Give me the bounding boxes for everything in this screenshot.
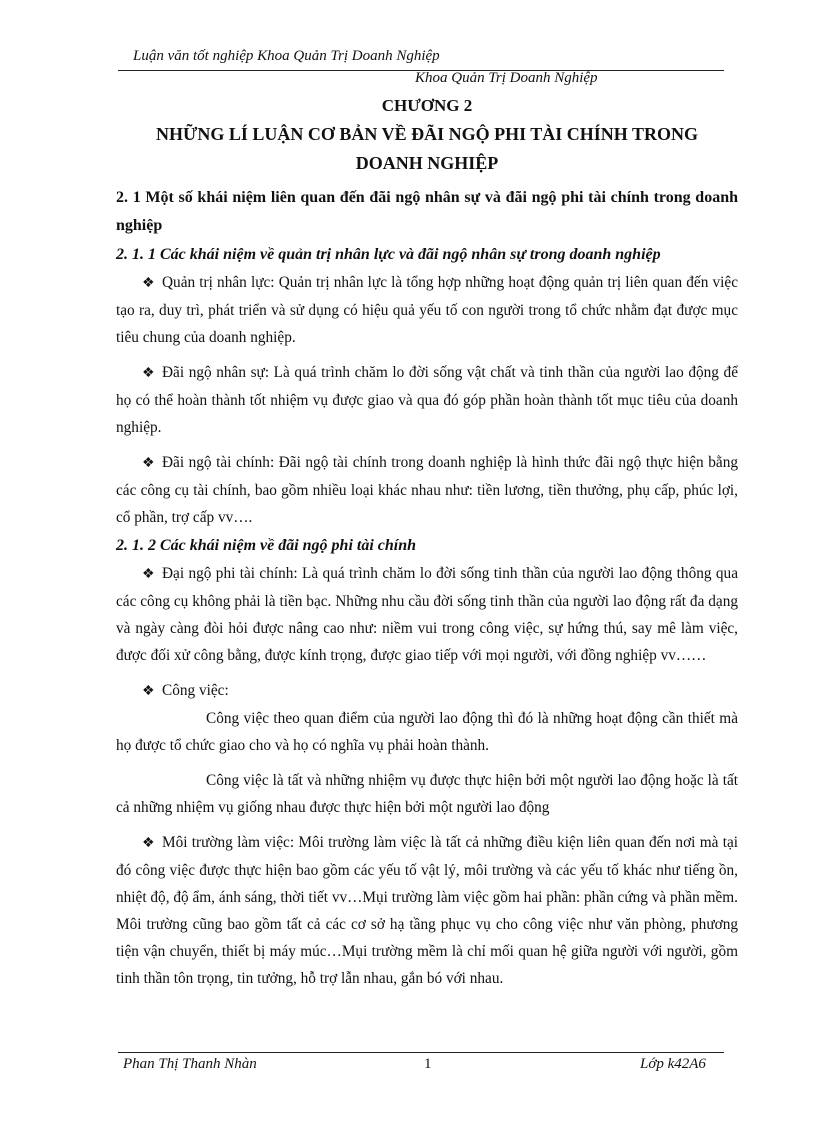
bullet-text: Đãi ngộ tài chính: Đãi ngộ tài chính trong doanh nghiệp là hình thức đãi ngộ thực hiện bằng các công cụ tài chính, bao gồm nhiều loại khác nhau như: tiền lương, tiền thưởng, phụ cấp, phúc lợi, cổ phần, trợ cấp vv…. bbox=[116, 454, 738, 526]
chapter-title-line1: NHỮNG LÍ LUẬN CƠ BẢN VỀ ĐÃI NGỘ PHI TÀI CHÍNH TRONG bbox=[156, 124, 698, 144]
bullet-text: Môi trường làm việc: Môi trường làm việc là tất cả những điều kiện liên quan đến nơi mà tại đó công việc được thực hiện bao gồm các yếu tố vật lý, môi trường và các yếu tố khác như tiếng ồn, nhiệt độ, độ ẩm, ánh sáng, thời tiết vv…Mụi trường làm việc gồm hai phần: phần cứng và phần mềm. Môi trường cũng bao gồm tất cả các cơ sở hạ tầng phục vụ cho công việc như văn phòng, phương tiện vận chuyển, thiết bị máy múc…Mụi trường mềm là chỉ mối quan hệ giữa người với người, gồm tinh thần tôn trọng, tin tưởng, hỗ trợ lẫn nhau, gắn bó với nhau. bbox=[116, 834, 738, 987]
bullet-moi-truong-lam-viec bbox=[116, 829, 738, 992]
cong-viec-paragraph-1: Công việc theo quan điểm của người lao động thì đó là những hoạt động cần thiết mà họ được tổ chức giao cho và họ có nghĩa vụ phải hoàn thành. bbox=[116, 710, 738, 754]
bullet-diamond-icon: ❖ bbox=[142, 276, 155, 291]
bullet-text: Đãi ngộ nhân sự: Là quá trình chăm lo đời sống vật chất và tinh thần của người lao động để họ có thể hoàn thành tốt nhiệm vụ được giao và qua đó góp phần hoàn thành tốt mục tiêu của doanh nghiệp. bbox=[116, 364, 738, 436]
footer-author: Phan Thị Thanh Nhàn bbox=[123, 1056, 257, 1072]
bullet-text: Quản trị nhân lực: Quản trị nhân lực là tổng hợp những hoạt động quản trị liên quan đến việc tạo ra, duy trì, phát triển và sử dụng có hiệu quả yếu tố con người trong tổ chức nhằm đạt được mục tiêu chung của doanh nghiệp. bbox=[116, 274, 738, 346]
cong-viec-paragraph-2: Công việc là tất và những nhiệm vụ được thực hiện bởi một người lao động hoặc là tất cả những nhiệm vụ giống nhau được thực hiện bởi một người lao động bbox=[116, 772, 738, 816]
chapter-number: CHƯƠNG 2 bbox=[381, 96, 473, 115]
footer-page-number: 1 bbox=[424, 1056, 432, 1072]
page-body bbox=[116, 92, 738, 992]
section-2-1-1-heading: 2. 1. 1 Các khái niệm về quản trị nhân lực và đãi ngộ nhân sự trong doanh nghiệp bbox=[116, 246, 661, 263]
bullet-diamond-icon: ❖ bbox=[142, 684, 155, 699]
bullet-dai-ngo-phi-tai-chinh bbox=[116, 560, 738, 669]
running-header-title: Luận văn tốt nghiệp Khoa Quản Trị Doanh Nghiệp bbox=[133, 48, 440, 64]
bullet-quan-tri-nhan-luc bbox=[116, 269, 738, 351]
bullet-diamond-icon: ❖ bbox=[142, 836, 155, 851]
footer-class: Lớp k42A6 bbox=[640, 1056, 706, 1072]
bullet-diamond-icon: ❖ bbox=[142, 456, 155, 471]
footer-rule bbox=[118, 1052, 724, 1053]
bullet-cong-viec bbox=[116, 677, 738, 705]
section-2-1-heading: 2. 1 Một số khái niệm liên quan đến đãi ngộ nhân sự và đãi ngộ phi tài chính trong doanh nghiệp bbox=[116, 189, 738, 234]
section-2-1-2-heading: 2. 1. 2 Các khái niệm về đãi ngộ phi tài chính bbox=[116, 537, 417, 554]
bullet-dai-ngo-tai-chinh bbox=[116, 449, 738, 531]
bullet-dai-ngo-nhan-su bbox=[116, 359, 738, 441]
running-header-faculty: Khoa Quản Trị Doanh Nghiệp bbox=[415, 70, 598, 86]
bullet-text: Đại ngộ phi tài chính: Là quá trình chăm lo đời sống tinh thần của người lao động thông qua các công cụ không phải là tiền bạc. Những nhu cầu đời sống tinh thần của người lao động rất đa dạng và ngày càng đòi hỏi được nâng cao như: niềm vui trong công việc, sự hứng thú, say mê làm việc, được đối xử công bằng, được kính trọng, được giao tiếp với mọi người, với đồng nghiệp vv…… bbox=[116, 565, 738, 664]
bullet-text: Công việc: bbox=[162, 682, 229, 699]
bullet-diamond-icon: ❖ bbox=[142, 567, 155, 582]
chapter-title-line2: DOANH NGHIỆP bbox=[355, 153, 499, 173]
bullet-diamond-icon: ❖ bbox=[142, 366, 155, 381]
